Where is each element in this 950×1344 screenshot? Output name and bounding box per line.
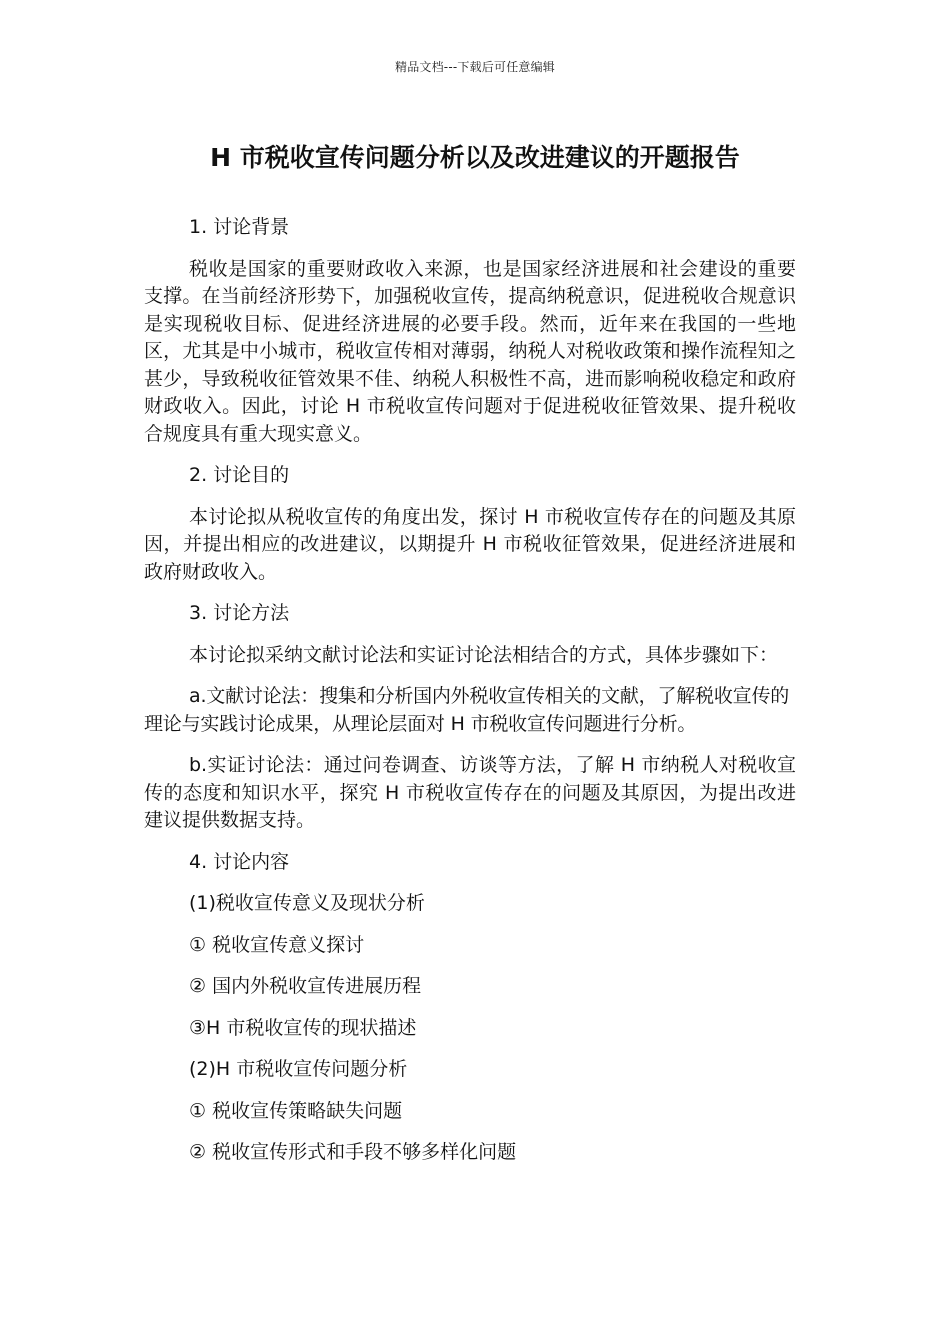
header-note: 精品文档---下载后可任意编辑 <box>395 60 555 74</box>
content-list-item: (2)H 市税收宣传问题分析 <box>189 1058 408 1080</box>
section-heading-content: 4. 讨论内容 <box>189 850 290 873</box>
content-list-item: ① 税收宣传策略缺失问题 <box>189 1099 403 1122</box>
content-list-item: ② 国内外税收宣传进展历程 <box>189 975 422 997</box>
method-empirical-paragraph: b.实证讨论法：通过问卷调查、访谈等方法，了解 H 市纳税人对税收宣传的态度和知识水平，探究 H 市税收宣传存在的问题及其原因，为提出改进建议提供数据支持。 <box>144 754 796 831</box>
method-literature-paragraph: a.文献讨论法：搜集和分析国内外税收宣传相关的文献，了解税收宣传的理论与实践讨论成果，从理论层面对 H 市税收宣传问题进行分析。 <box>144 685 790 735</box>
content-list-item: ③H 市税收宣传的现状描述 <box>189 1016 417 1039</box>
section-heading-purpose: 2. 讨论目的 <box>189 464 290 486</box>
content-list-item: ② 税收宣传形式和手段不够多样化问题 <box>189 1141 517 1163</box>
content-list-item: (1)税收宣传意义及现状分析 <box>189 892 425 914</box>
section-heading-background: 1. 讨论背景 <box>189 216 290 238</box>
purpose-paragraph: 本讨论拟从税收宣传的角度出发，探讨 H 市税收宣传存在的问题及其原因，并提出相应的改进建议，以期提升 H 市税收征管效果，促进经济进展和政府财政收入。 <box>144 505 796 583</box>
method-intro-paragraph: 本讨论拟采纳文献讨论法和实证讨论法相结合的方式，具体步骤如下： <box>189 643 779 666</box>
background-paragraph: 税收是国家的重要财政收入来源，也是国家经济进展和社会建设的重要支撑。在当前经济形势下，加强税收宣传，提高纳税意识，促进税收合规意识是实现税收目标、促进经济进展的必要手段。然而，近年来在我国的一些地区，尤其是中小城市，税收宣传相对薄弱，纳税人对税收政策和操作流程知之甚少，导致税收征管效果不佳、纳税人积极性不高，进而影响税收稳定和政府财政收入。因此，讨论 H 市税收宣传问题对于促进税收征管效果、提升税收合规度具有重大现实意义。 <box>144 257 796 445</box>
content-list-item: ① 税收宣传意义探讨 <box>189 933 365 956</box>
section-heading-method: 3. 讨论方法 <box>189 602 290 624</box>
document-title: H 市税收宣传问题分析以及改进建议的开题报告 <box>210 143 740 172</box>
document-body <box>144 214 796 1181</box>
